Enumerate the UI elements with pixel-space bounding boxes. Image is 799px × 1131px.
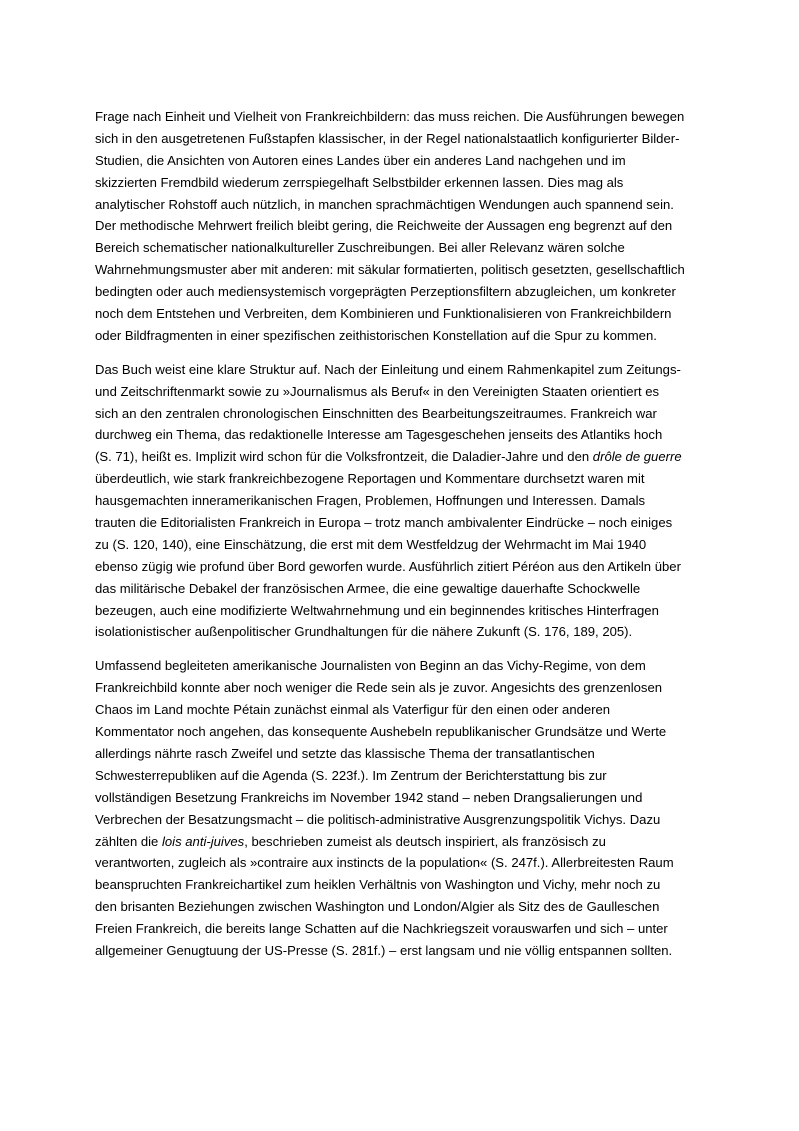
text-line: und Zeitschriftenmarkt sowie zu »Journalismus als Beruf« in den Vereinigten Staaten orientiert es xyxy=(95,383,660,399)
text-line: Freien Frankreich, die bereits lange Schatten auf die Nachkriegszeit vorauswarfen und sich – unter xyxy=(95,921,668,937)
text-line: Kommentator noch angehen, das konsequente Aushebeln republikanischer Grundsätze und Werte xyxy=(95,724,667,740)
text-line: sich an den zentralen chronologischen Einschnitten des Bearbeitungszeitraumes. Frankreich war xyxy=(95,405,657,421)
text-line: Der methodische Mehrwert freilich bleibt gering, die Reichweite der Aussagen eng begrenzt auf den xyxy=(95,218,673,234)
paragraph-1 xyxy=(95,106,715,347)
text-line: bezeugen, auch eine modifizierte Weltwahrnehmung und ein beginnendes kritisches Hinterfragen xyxy=(95,602,659,618)
text-line: Studien, die Ansichten von Autoren eines Landes über ein anderes Land nachgehen und im xyxy=(95,152,626,168)
text-line: das militärische Debakel der französischen Armee, die eine gewaltige dauerhafte Schockwelle xyxy=(95,580,641,596)
text-line: durchweg ein Thema, das redaktionelle Interesse am Tagesgeschehen jenseits des Atlantiks hoch xyxy=(95,427,663,443)
text-line: Das Buch weist eine klare Struktur auf. Nach der Einleitung und einem Rahmenkapitel zum Zeitungs- xyxy=(95,361,681,377)
text-run: zählten die xyxy=(95,833,162,849)
text-run: , beschrieben zumeist als deutsch inspiriert, als französisch zu xyxy=(244,833,606,849)
text-line: Chaos im Land mochte Pétain zunächst einmal als Vaterfigur für den einen oder anderen xyxy=(95,702,611,718)
text-line: Umfassend begleiteten amerikanische Journalisten von Beginn an das Vichy-Regime, von dem xyxy=(95,658,646,674)
text-line: analytischer Rohstoff auch nützlich, in manchen sprachmächtigen Wendungen auch spannend sein. xyxy=(95,196,674,212)
text-line: Schwesterrepubliken auf die Agenda (S. 223f.). Im Zentrum der Berichterstattung bis zur xyxy=(95,767,607,783)
text-line: vollständigen Besetzung Frankreichs im November 1942 stand – neben Drangsalierungen und xyxy=(95,789,643,805)
text-line: Wahrnehmungsmuster aber mit anderen: mit säkular formatierten, politisch gesetzten, gesellschaftlich xyxy=(95,262,685,278)
text-line xyxy=(95,446,715,468)
text-line: sich in den ausgetretenen Fußstapfen klassischer, in der Regel nationalstaatlich konfigurierter Bilder- xyxy=(95,130,680,146)
text-line: zu (S. 120, 140), eine Einschätzung, die erst mit dem Westfeldzug der Wehrmacht im Mai 1940 xyxy=(95,536,647,552)
text-line: den brisanten Beziehungen zwischen Washington und London/Algier als Sitz des de Gaulleschen xyxy=(95,899,660,915)
text-line: trauten die Editorialisten Frankreich in Europa – trotz manch ambivalenter Eindrücke – noch einiges xyxy=(95,515,673,531)
text-line: oder Bildfragmenten in einer spezifischen zeithistorischen Konstellation auf die Spur zu kommen. xyxy=(95,327,657,343)
italic-term: lois anti-juives xyxy=(161,833,245,849)
text-line: skizzierten Fremdbild wiederum zerrspiegelhaft Selbstbilder erkennen lassen. Dies mag als xyxy=(95,174,624,190)
text-line: noch dem Entstehen und Verbreiten, dem Kombinieren und Funktionalisieren von Frankreichbildern xyxy=(95,306,672,322)
text-line: Verbrechen der Besatzungsmacht – die politisch-administrative Ausgrenzungspolitik Vichys. Dazu xyxy=(95,811,661,827)
text-line: überdeutlich, wie stark frankreichbezogene Reportagen und Kommentare durchsetzt waren mit xyxy=(95,471,645,487)
italic-term: drôle de guerre xyxy=(592,449,682,465)
text-line: Frage nach Einheit und Vielheit von Frankreichbildern: das muss reichen. Die Ausführungen bewegen xyxy=(95,109,685,124)
text-line: Bereich schematischer nationalkultureller Zuschreibungen. Bei aller Relevanz wären solche xyxy=(95,240,625,256)
text-line: allgemeiner Genugtuung der US-Presse (S. 281f.) – erst langsam und nie völlig entspannen sollten. xyxy=(95,942,673,958)
text-run: (S. 71), heißt es. Implizit wird schon für die Volksfrontzeit, die Daladier-Jahre und den xyxy=(95,449,593,465)
text-line: hausgemachten inneramerikanischen Fragen, Problemen, Hoffnungen und Interessen. Damals xyxy=(95,493,646,509)
text-line: bedingten oder auch mediensystemisch vorgeprägten Perzeptionsfiltern abzugleichen, um konkreter xyxy=(95,284,676,300)
paragraph-3 xyxy=(95,655,715,961)
text-line xyxy=(95,831,715,853)
text-line: allerdings nährte rasch Zweifel und setzte das klassische Thema der transatlantischen xyxy=(95,745,595,761)
document-page xyxy=(95,106,715,974)
text-line: isolationistischer außenpolitischer Grundhaltungen für die nähere Zukunft (S. 176, 189, 205). xyxy=(95,624,633,640)
text-line: beanspruchten Frankreichartikel zum heiklen Verhältnis von Washington und Vichy, mehr noch zu xyxy=(95,877,661,893)
text-line: verantworten, zugleich als »contraire aux instincts de la population« (S. 247f.). Allerbreitesten Raum xyxy=(95,855,674,871)
text-line: Frankreichbild konnte aber noch weniger die Rede sein als je zuvor. Angesichts des grenzenlosen xyxy=(95,680,663,696)
text-line: ebenso zügig wie profund über Bord geworfen wurde. Ausführlich zitiert Péréon aus den Artikeln über xyxy=(95,558,681,574)
paragraph-2 xyxy=(95,359,715,644)
